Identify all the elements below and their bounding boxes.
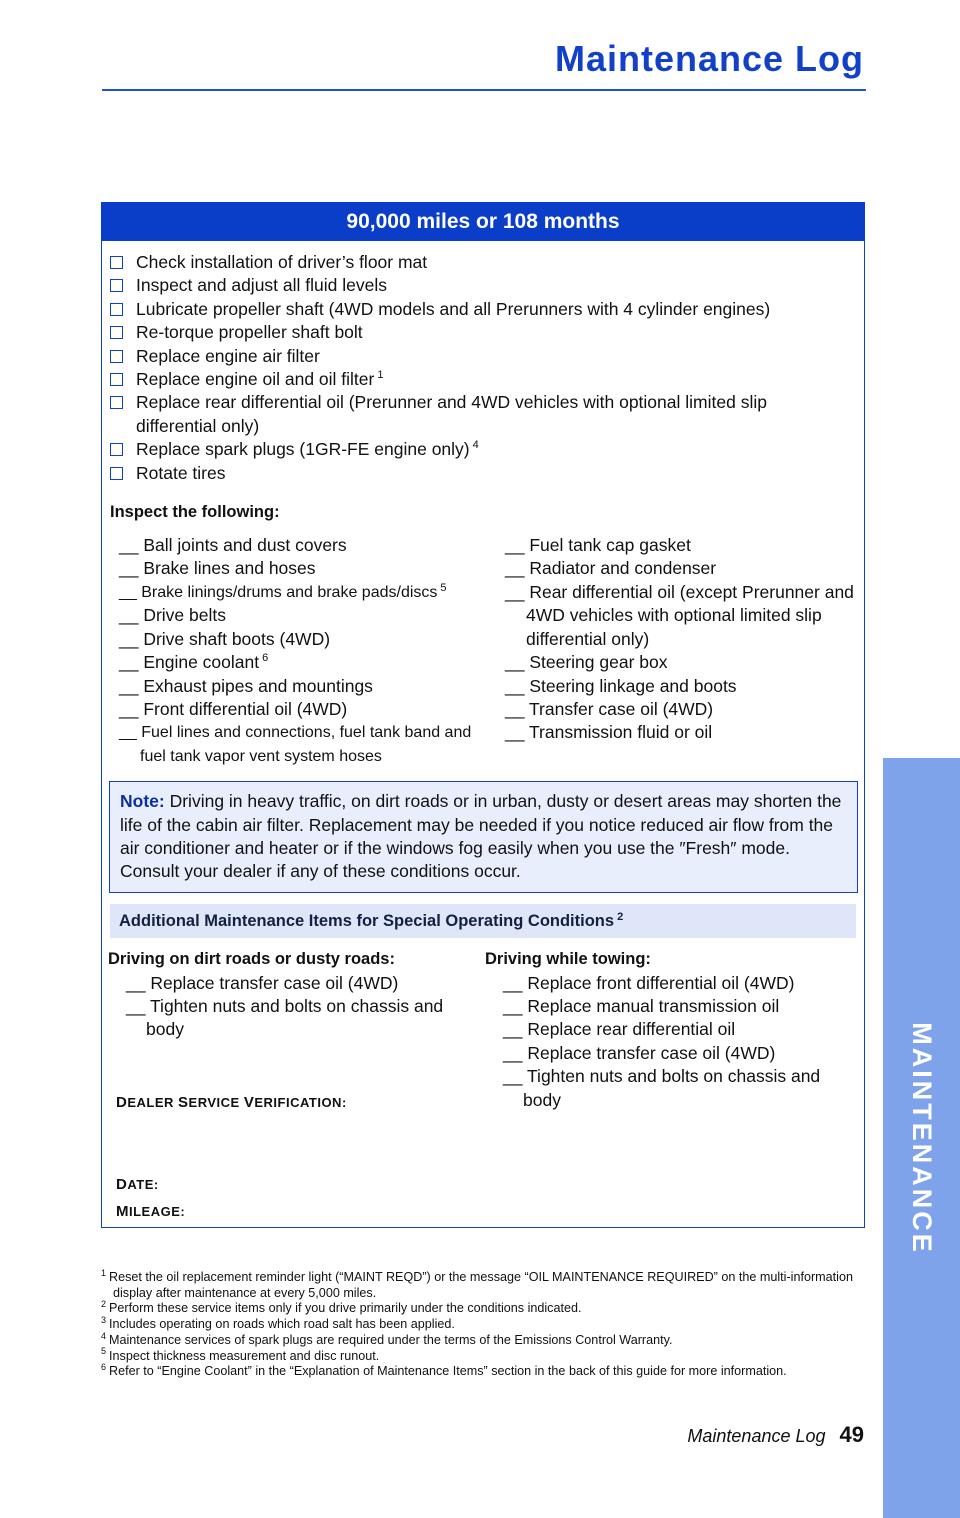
- towing-block: [485, 948, 855, 1112]
- checklist-item: Replace engine oil and oil filter $^1$: [110, 368, 864, 391]
- inspect-columns: [102, 534, 864, 768]
- checklist-item: Check installation of driver’s floor mat: [110, 251, 864, 274]
- note-box: [109, 781, 858, 893]
- running-footer: [687, 1422, 864, 1448]
- checkbox-icon[interactable]: [110, 256, 123, 269]
- service-checklist: [110, 251, 864, 485]
- mileage-label: MILEAGE:: [116, 1203, 186, 1221]
- towing-title: Driving while towing:: [485, 950, 651, 969]
- checklist-item: Replace engine air filter: [110, 345, 864, 368]
- footnote: $^6$ Refer to “Engine Coolant” in the “Explanation of Maintenance Items” section in the back of this guide for more information.: [101, 1362, 787, 1379]
- special-item: __ Replace manual transmission oil: [503, 995, 780, 1016]
- checkbox-icon[interactable]: [110, 326, 123, 339]
- inspect-item: __ Fuel tank cap gasket: [505, 535, 691, 556]
- section-side-tab: [883, 758, 960, 1518]
- checkbox-icon[interactable]: [110, 303, 123, 316]
- footnote: $^1$ Reset the oil replacement reminder light (“MAINT REQD”) or the message “OIL MAINTENANCE REQUIRED” on the multi-information display after maintenance at every 5,000 miles.: [101, 1267, 853, 1300]
- inspect-item: __ Brake lines and hoses: [119, 558, 316, 579]
- inspect-item: __ Drive shaft boots (4WD): [119, 628, 331, 649]
- checkbox-icon[interactable]: [110, 279, 123, 292]
- footer-section-label: Maintenance Log: [687, 1426, 826, 1446]
- special-conditions-heading: Additional Maintenance Items for Special Operating Conditions $^2$: [110, 904, 856, 938]
- note-label: Note:: [120, 791, 165, 812]
- inspect-item: __ Ball joints and dust covers: [119, 535, 347, 556]
- side-tab-label: MAINTENANCE: [907, 1021, 937, 1255]
- inspect-item: __ Transmission fluid or oil: [505, 722, 713, 743]
- footnote: $^2$ Perform these service items only if you drive primarily under the conditions indicated.: [101, 1299, 582, 1316]
- special-item: __ Replace transfer case oil (4WD): [503, 1042, 776, 1063]
- checklist-item: Rotate tires: [110, 462, 864, 485]
- inspect-item: __ Brake linings/drums and brake pads/discs $^5$: [119, 581, 447, 601]
- special-item: __ Tighten nuts and bolts on chassis and body: [126, 995, 444, 1040]
- title-divider: [102, 89, 866, 91]
- footnotes: [101, 1267, 861, 1380]
- footnote: $^4$ Maintenance services of spark plugs are required under the terms of the Emissions Control Warranty.: [101, 1330, 673, 1347]
- inspect-heading: Inspect the following:: [110, 503, 280, 522]
- dusty-roads-block: [102, 948, 485, 1221]
- dusty-roads-list: [108, 972, 485, 1042]
- footnote: $^3$ Includes operating on roads which road salt has been applied.: [101, 1314, 455, 1332]
- inspect-item: __ Exhaust pipes and mountings: [119, 675, 373, 696]
- special-item: __ Replace front differential oil (4WD): [503, 972, 795, 993]
- inspect-item: __ Fuel lines and connections, fuel tank band and fuel tank vapor vent system hoses: [119, 724, 472, 765]
- checklist-item: Replace rear differential oil (Prerunner and 4WD vehicles with optional limited slip differential only): [110, 391, 864, 438]
- checklist-item: Lubricate propeller shaft (4WD models and all Prerunners with 4 cylinder engines): [110, 298, 864, 321]
- inspect-item: __ Drive belts: [119, 605, 226, 626]
- inspect-item: __ Engine coolant $^6$: [119, 652, 269, 673]
- inspect-item: __ Front differential oil (4WD): [119, 698, 348, 719]
- special-item: __ Replace rear differential oil: [503, 1019, 736, 1040]
- inspect-item: __ Radiator and condenser: [505, 558, 717, 579]
- note-text: Driving in heavy traffic, on dirt roads or in urban, dusty or desert areas may shorten the life of the cabin air filter. Replacement may be needed if you notice reduced air flow from the air conditioner and heater or if the windows fog easily when you use the ″Fresh″ mode. Consult your dealer if any of these conditions occur.: [120, 791, 842, 882]
- dusty-roads-title: Driving on dirt roads or dusty roads:: [108, 950, 395, 969]
- checkbox-icon[interactable]: [110, 396, 123, 409]
- checkbox-icon[interactable]: [110, 350, 123, 363]
- interval-heading: 90,000 miles or 108 months: [101, 202, 865, 241]
- page-title: Maintenance Log: [554, 38, 864, 79]
- footnote: $^5$ Inspect thickness measurement and disc runout.: [101, 1346, 380, 1363]
- maintenance-panel: [101, 202, 865, 1228]
- page-number: 49: [839, 1422, 864, 1447]
- dealer-verification-label: DEALER SERVICE VERIFICATION:: [116, 1094, 347, 1112]
- inspect-item: __ Transfer case oil (4WD): [505, 698, 714, 719]
- inspect-list-left: [102, 534, 492, 768]
- checklist-item: Replace spark plugs (1GR-FE engine only) $^4$: [110, 438, 864, 461]
- special-item: __ Replace transfer case oil (4WD): [126, 972, 399, 993]
- inspect-item: __ Steering gear box: [505, 652, 668, 673]
- checkbox-icon[interactable]: [110, 467, 123, 480]
- checklist-item: Inspect and adjust all fluid levels: [110, 274, 864, 297]
- inspect-list-right: [492, 534, 862, 768]
- date-label: DATE:: [116, 1176, 159, 1194]
- inspect-item: __ Steering linkage and boots: [505, 675, 737, 696]
- checkbox-icon[interactable]: [110, 373, 123, 386]
- towing-list: [485, 972, 855, 1112]
- special-conditions: [102, 948, 864, 1221]
- checkbox-icon[interactable]: [110, 443, 123, 456]
- special-item: __ Tighten nuts and bolts on chassis and body: [503, 1066, 821, 1110]
- checklist-item: Re-torque propeller shaft bolt: [110, 321, 864, 344]
- inspect-item: __ Rear differential oil (except Prerunner and 4WD vehicles with optional limited slip differential only): [505, 581, 854, 649]
